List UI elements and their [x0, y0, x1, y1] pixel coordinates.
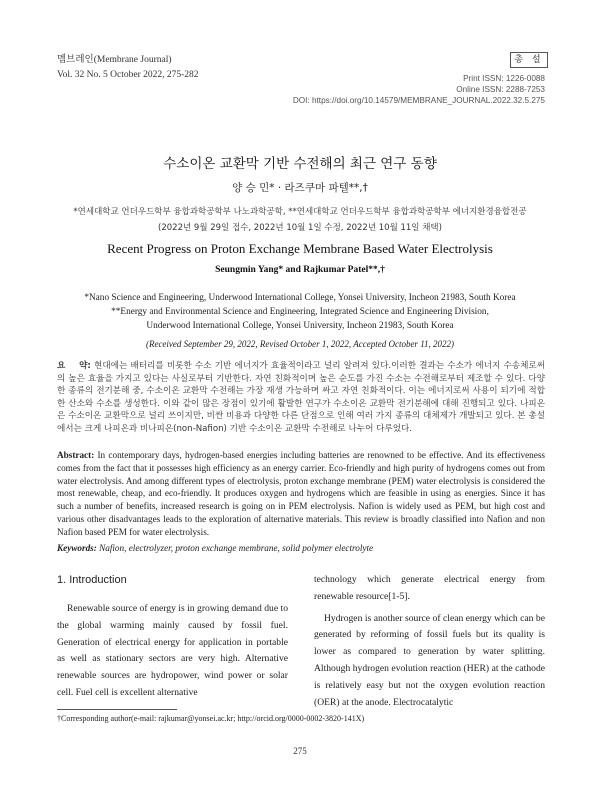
footnote-divider: [57, 709, 177, 710]
intro-paragraph-2: technology which generate electrical energy from renewable resource[1-5].: [314, 574, 545, 602]
korean-title: 수소이온 교환막 기반 수전해의 최근 연구 동향: [163, 156, 437, 172]
english-affiliation-3: Underwood International College, Yonsei University, Incheon 21983, South Korea: [146, 321, 454, 331]
english-abstract-label: Abstract:: [57, 450, 95, 460]
keywords-label: Keywords:: [57, 543, 97, 553]
print-issn: Print ISSN: 1226-0088: [463, 74, 545, 83]
korean-abstract: [57, 360, 545, 436]
korean-dates: (2022년 9월 29일 접수, 2022년 10월 1일 수정, 2022년 10월 11일 채택): [158, 223, 442, 233]
keywords: [57, 543, 545, 553]
journal-issue: Vol. 32 No. 5 October 2022, 275-282: [57, 70, 199, 80]
article-type-badge: 총 설: [510, 52, 548, 68]
english-affiliation-1: *Nano Science and Engineering, Underwood International College, Yonsei University, Incheon 21983, South Korea: [84, 293, 516, 303]
right-column: [314, 572, 545, 711]
left-column: [57, 601, 288, 702]
journal-name: 멤브레인(Membrane Journal): [57, 55, 172, 65]
english-abstract-text: In contemporary days, hydrogen-based energies including batteries are renowned to be effective. And its effectiveness comes from the fact that it possesses high efficiency as an energy carrier. Eco-friendly and high purity of hydrogens comes out from water electrolysis. And among different types of electrolysis, proton exchange membrane (PEM) water electrolysis is considered the most renewable, cheap, and eco-friendly. It produces oxygen and hydrogens which are feasible in using as energies. Since it has such a number of benefits, increased research is going on in PEM electrolysis. Nafion is widely used as PEM, but high cost and various other disadvantages leads to the exploration of alternative materials. This review is broadly classified into Nafion and non Nafion based PEM for water electrolysis.: [57, 450, 545, 537]
korean-abstract-label: 요 약:: [57, 361, 91, 371]
corresponding-author-footnote: †Corresponding author(e-mail: rajkumar@yonsei.ac.kr; http://orcid.org/0000-0002-3820-141X): [57, 714, 365, 723]
page-number: 275: [293, 746, 307, 756]
intro-paragraph-1: Renewable source of energy is in growing demand due to the global warming mainly caused by fossil fuel. Generation of electrical energy for application in portable as well as stationary sectors are very high. Alternative renewable sources are hydropower, wind power or solar cell. Fuel cell is excellent alternative: [57, 603, 288, 698]
english-dates: (Received September 29, 2022, Revised October 1, 2022, Accepted October 11, 2022): [145, 339, 455, 349]
online-issn: Online ISSN: 2288-7253: [456, 85, 545, 94]
section-heading-introduction: 1. Introduction: [57, 574, 127, 586]
keywords-text: Nafion, electrolyzer, proton exchange membrane, solid polymer electrolyte: [99, 543, 374, 553]
korean-authors: 양 승 민* · 라즈쿠마 파텔**,†: [232, 182, 368, 194]
intro-paragraph-3: Hydrogen is another source of clean energy which can be generated by reforming of fossil fuels but its quality is lower as compared to generation by water splitting. Although hydrogen evolution reaction (HER) at the cathode is relatively easy but not the oxygen evolution reaction (OER) at the anode. Electrocatalytic: [314, 612, 545, 708]
english-abstract: [57, 449, 545, 539]
korean-abstract-text: 현대에는 배터리를 비롯한 수소 기반 에너지가 효율적이라고 널리 알려져 있다.이러한 결과는 수소가 에너지 수송체로써의 높은 효율을 가지고 있다는 사실로부터 기반한다. 자연 친화적이며 높은 순도를 가진 수소는 수전해로부터 제조할 수 있다. 다양한 종류의 전기분해 중, 수소이온 교환막 수전해는 가장 재생 가능하며 싸고 자연 친화적이다. 이는 에너지로써 사용이 되기에 적합한 산소와 수소를 생성한다. 이와 같이 많은 장점이 있기에 활발한 연구가 수소이온 교환막 전기분해에 대해 진행되고 있다. 나피온은 수소이온 교환막으로 널리 쓰이지만, 비싼 비용과 다양한 다른 단점으로 인해 여러 가지 종류의 대체제가 개발되고 있다. 본 총설에서는 크게 나피온과 비나피온(non-Nafion) 기반 수소이온 교환막 수전해로 나누어 다루었다.: [57, 361, 546, 434]
korean-affiliation: *연세대학교 언더우드학부 융합과학공학부 나노과학공학, **연세대학교 언더우드학부 융합과학공학부 에너지환경융합전공: [73, 207, 527, 217]
english-affiliation-2: **Energy and Environmental Science and Engineering, Integrated Science and Engineering Division,: [111, 307, 489, 317]
english-authors: Seungmin Yang* and Rajkumar Patel**,†: [215, 265, 385, 275]
doi-link[interactable]: DOI: https://doi.org/10.14579/MEMBRANE_JOURNAL.2022.32.5.275: [292, 96, 545, 105]
english-title: Recent Progress on Proton Exchange Membrane Based Water Electrolysis: [107, 241, 493, 256]
